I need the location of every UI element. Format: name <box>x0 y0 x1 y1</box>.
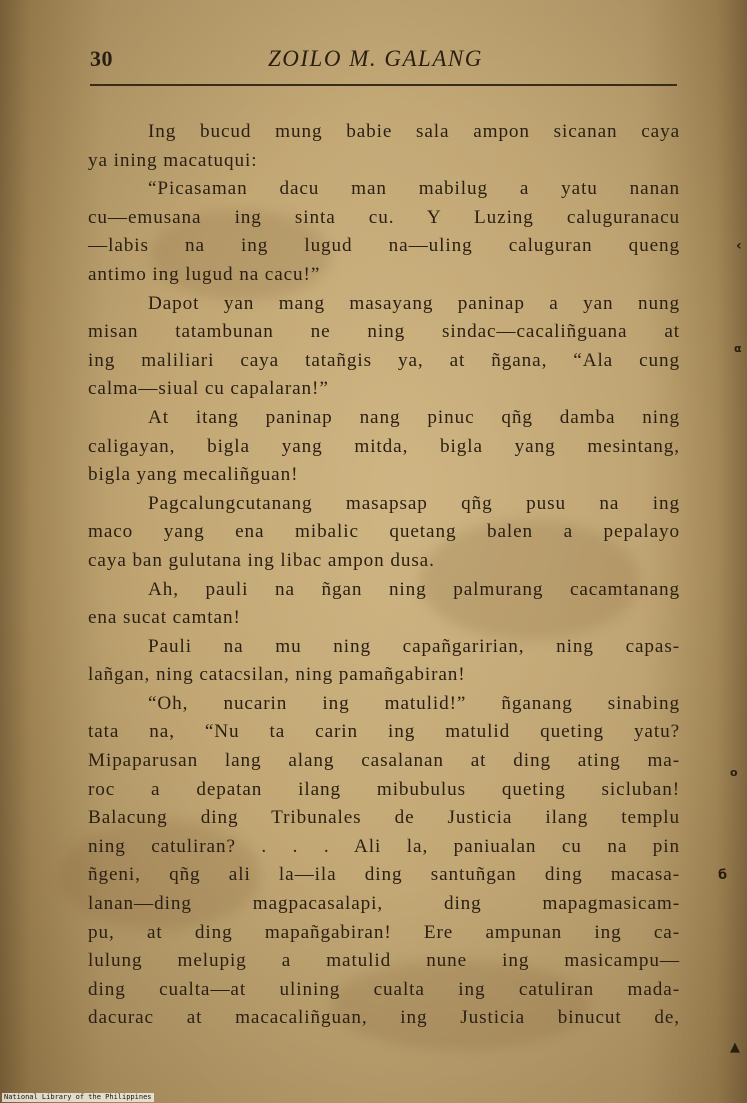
text-line: dacurac at macacaliñguan, ing Justicia binucut de, <box>88 1007 680 1029</box>
text-line: calma—siual cu capalaran!” <box>88 378 329 400</box>
text-line: lanan—ding magpacasalapi, ding mapagmasicam- <box>88 893 680 915</box>
text-line: ñgeni, qñg ali la—ila ding santuñgan ding macasa- <box>88 864 680 886</box>
text-line: tata na, “Nu ta carin ing matulid queting yatu? <box>88 721 680 743</box>
text-line: Ing bucud mung babie sala ampon sicanan caya <box>148 121 680 142</box>
text-line: ding cualta—at ulining cualta ing catuliran mada- <box>88 978 680 1000</box>
text-line: lulung melupig a matulid nune ing masicampu— <box>88 950 680 972</box>
text-line: Balacung ding Tribunales de Justicia ilang templu <box>88 807 680 829</box>
text-line: “Oh, nucarin ing matulid!” ñganang sinabing <box>148 692 680 714</box>
text-line: misan tatambunan ne ning sindac—cacaliñguana at <box>88 321 680 343</box>
page-number: 30 <box>90 46 113 71</box>
text-line: Ah, pauli na ñgan ning palmurang cacamtanang <box>148 578 680 600</box>
text-line: ya ining macatuqui: <box>88 149 258 171</box>
text-line: caya ban gulutana ing libac ampon dusa. <box>88 549 435 571</box>
text-line: —labis na ing lugud na—uling caluguran queng <box>88 235 680 257</box>
text-line: cu—emusana ing sinta cu. Y Luzing caluguranacu <box>88 206 680 228</box>
text-line: caligayan, bigla yang mitda, bigla yang mesintang, <box>88 435 680 457</box>
running-title: ZOILO M. GALANG <box>268 46 483 71</box>
margin-mark: o <box>730 766 738 779</box>
text-line: Dapot yan mang masayang paninap a yan nung <box>148 292 680 314</box>
text-line: bigla yang mecaliñguan! <box>88 464 299 486</box>
margin-mark: ▲ <box>730 1040 740 1055</box>
text-line: Pagcalungcutanang masapsap qñg pusu na ing <box>148 492 680 514</box>
margin-mark: б <box>718 868 728 883</box>
header-rule <box>90 84 677 86</box>
text-line: ena sucat camtan! <box>88 607 241 629</box>
text-line: “Picasaman dacu man mabilug a yatu nanan <box>148 178 680 200</box>
footer-credit: National Library of the Philippines <box>4 1093 152 1101</box>
margin-mark: α <box>734 342 742 355</box>
body-text <box>88 118 680 1033</box>
text-line: ning catuliran? . . . Ali la, paniualan cu na pin <box>88 835 680 857</box>
text-line: antimo ing lugud na cacu!” <box>88 263 321 285</box>
text-line: maco yang ena mibalic quetang balen a pepalayo <box>88 521 680 543</box>
text-line: roc a depatan ilang mibubulus queting sicluban! <box>88 778 680 800</box>
margin-mark: ‹ <box>736 238 742 254</box>
page-header <box>88 44 676 78</box>
text-line: Pauli na mu ning capañgaririan, ning capas- <box>148 635 680 657</box>
text-line: pu, at ding mapañgabiran! Ere ampunan ing ca- <box>88 921 680 943</box>
text-line: lañgan, ning catacsilan, ning pamañgabiran! <box>88 664 466 686</box>
text-line: ing maliliari caya tatañgis ya, at ñgana, “Ala cung <box>88 349 680 371</box>
text-line: At itang paninap nang pinuc qñg damba ning <box>148 406 680 428</box>
text-line: Mipaparusan lang alang casalanan at ding ating ma- <box>88 750 680 772</box>
